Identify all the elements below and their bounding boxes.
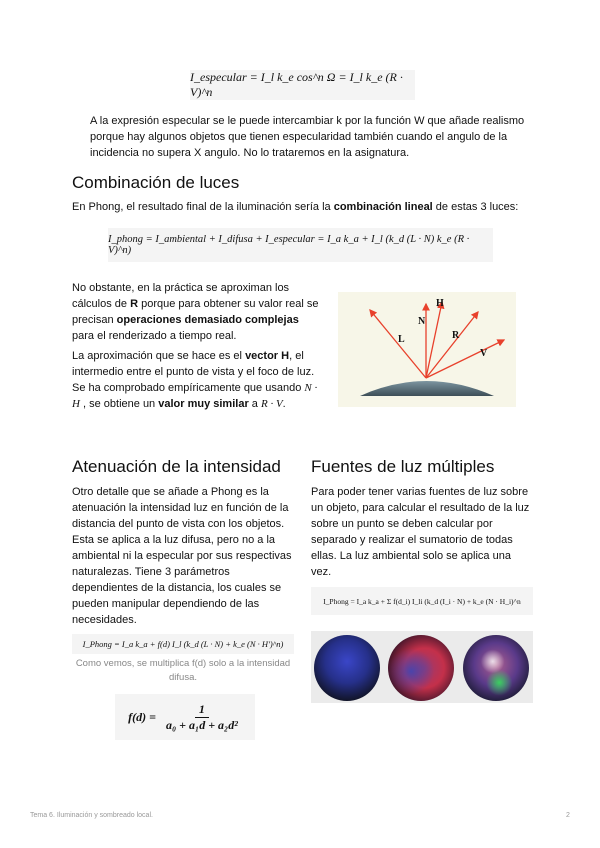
- p2-e: para el renderizado a tiempo real.: [72, 330, 237, 342]
- combination-intro-before: En Phong, el resultado final de la iluminación sería la: [72, 201, 334, 213]
- formula-fd-left: f(d) =: [128, 709, 156, 724]
- p3-g: .: [282, 398, 286, 410]
- footer-page-number: 2: [566, 812, 570, 819]
- sphere-red-highlight: [388, 635, 454, 701]
- attenuation-caption-text: Como vemos, se multiplica f(d) solo a la intensidad difusa.: [75, 658, 291, 683]
- label-v: V: [480, 348, 488, 359]
- attenuation-paragraph: [72, 484, 294, 628]
- attenuation-paragraph-text: Otro detalle que se añade a Phong es la atenuación la intensidad luz en función de la distancia del punto de vista con los objetos. Esta se aplica a la luz difusa, pero no a la ambiental ni la especular por sus respectivas naturalezas. Tiene 3 parámetros dependientes de la distancia, los cuales se pueden manipular dependiendo de las necesidades.: [72, 486, 292, 626]
- p2-d: operaciones demasiado complejas: [116, 314, 299, 326]
- sphere-blue: [314, 635, 380, 701]
- p3-f: a: [248, 398, 261, 410]
- p3-c: , el intermedio entre el punto de vista y el foco de luz. Se ha comprobado empíricamente que usando: [72, 350, 315, 394]
- p3-b: vector H: [245, 350, 290, 362]
- reflection-diagram: [338, 292, 516, 407]
- spheres-svg: [311, 631, 533, 703]
- vector-r: [426, 312, 478, 378]
- label-n: N: [418, 316, 426, 327]
- formula-multiple: [311, 587, 533, 615]
- combination-intro-after: de estas 3 luces:: [432, 201, 519, 213]
- formula-multiple-text: I_Phong = I_a k_a + Σ f(d_i) I_li (k_d (I_i · N) + k_e (N · H_i)^n: [323, 596, 521, 606]
- spheres-render: [311, 631, 533, 703]
- label-h: H: [436, 298, 444, 309]
- multiple-paragraph: [311, 484, 533, 580]
- sphere-multi-highlight: [463, 635, 529, 701]
- formula-attenuation-text: I_Phong = I_a k_a + f(d) I_l (k_d (L · N) + k_e (N · H')^n): [82, 639, 284, 649]
- approx-paragraph-2: [72, 348, 322, 412]
- p3-d: , se obtiene un: [79, 398, 159, 410]
- footer-title: Tema 6. Iluminación y sombreado local.: [30, 812, 153, 819]
- p2-a: No obstante, en la práctica se aproximan los cálculos de: [72, 282, 290, 310]
- formula-fd-numerator: 1: [195, 702, 209, 718]
- label-l: L: [398, 334, 405, 345]
- multiple-paragraph-text: Para poder tener varias fuentes de luz sobre un objeto, para calcular el resultado de la luz sobre un punto se deben calcular por separado y realizar el sumatorio de todas ellas. La luz ambiental solo se aplica una vez.: [311, 486, 530, 578]
- formula-phong-text: I_phong = I_ambiental + I_difusa + I_especular = I_a k_a + I_l (k_d (L · N) k_e (R · V)^n): [108, 234, 470, 256]
- surface-shape: [360, 381, 494, 396]
- formula-specular: [190, 70, 415, 100]
- p3-e: valor muy similar: [158, 398, 249, 410]
- approx-paragraph-1: [72, 280, 322, 344]
- formula-fd-denominator: a₀ + a₁d + a₂d²: [166, 717, 238, 732]
- p2-b: R: [130, 298, 139, 310]
- combination-intro-bold: combinación lineal: [333, 201, 433, 213]
- formula-specular-text: I_especular = I_l k_e cos^n Ω = I_l k_e (R · V)^n: [190, 70, 403, 99]
- label-r: R: [452, 330, 460, 341]
- p3-math1: N · H: [72, 382, 318, 410]
- formula-fd-fraction: [162, 702, 242, 733]
- section-title-multiple: Fuentes de luz múltiples: [311, 457, 495, 476]
- vector-h: [426, 302, 442, 378]
- section-title-combination: Combinación de luces: [72, 173, 240, 192]
- intro-paragraph-text: A la expresión especular se le puede intercambiar k por la función W que añade realismo porque hay algunos objetos que tienen especularidad también cuando el angulo de la incidencia no supera X angulo. No lo trataremos en la asignatura.: [90, 115, 525, 159]
- attenuation-caption: [72, 657, 294, 685]
- combination-intro: [72, 199, 532, 215]
- p2-c: porque para obtener su valor real se precisan: [72, 298, 319, 326]
- reflection-diagram-svg: [338, 292, 516, 407]
- vector-v: [426, 340, 504, 378]
- formula-attenuation: [72, 634, 294, 654]
- section-title-attenuation: Atenuación de la intensidad: [72, 457, 281, 476]
- p3-math2: R · V: [260, 398, 283, 410]
- intro-paragraph: [90, 113, 530, 161]
- formula-fd: [115, 694, 255, 740]
- formula-phong: [108, 228, 493, 262]
- p3-a: La aproximación que se hace es el: [72, 350, 246, 362]
